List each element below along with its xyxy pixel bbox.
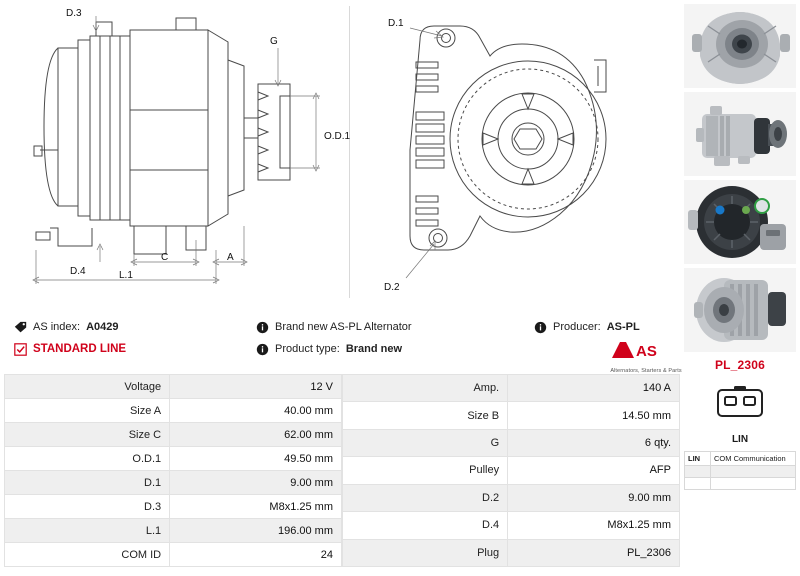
label-d3: D.3 [66,8,82,19]
table-row [343,539,680,566]
table-row [343,484,680,511]
table-row [685,478,796,490]
side-view-svg [0,0,350,306]
plug-pin [685,478,711,490]
spec-value: 49.50 mm [170,447,342,471]
table-row [343,402,680,429]
front-view-svg [350,0,680,306]
spec-value: 24 [170,543,342,567]
plug-pin-table [684,451,796,490]
info-col-mid [256,316,412,360]
spec-value: M8x1.25 mm [508,512,680,539]
product-type-row [256,338,412,360]
spec-value: 196.00 mm [170,519,342,543]
info-icon [534,321,547,334]
spec-value: 40.00 mm [170,399,342,423]
as-index-row [14,316,126,338]
label-d1: D.1 [388,18,404,29]
plug-pin [685,466,711,478]
label-l1: L.1 [119,270,133,281]
spec-key: Pulley [343,457,508,484]
table-row [5,423,342,447]
spec-key: D.4 [343,512,508,539]
plug-pin-desc [711,466,796,478]
spec-key: COM ID [5,543,170,567]
alternator-front-view [350,0,680,306]
as-index-value: A0429 [86,321,119,333]
plug-pin-desc [711,478,796,490]
spec-key: Plug [343,539,508,566]
table-row [5,495,342,519]
product-photos [680,0,800,576]
spec-value: 6 qty. [508,429,680,456]
svg-text:AS: AS [636,343,657,360]
spec-value: 14.50 mm [508,402,680,429]
info-col-right [534,316,682,374]
spec-key: Voltage [5,375,170,399]
product-photo-rear[interactable] [684,180,796,264]
as-pl-logo-subtitle: Alternators, Starters & Parts [610,368,682,374]
spec-key: L.1 [5,519,170,543]
label-a: A [227,252,234,263]
table-row [343,375,680,402]
plug-code: PL_2306 [714,358,766,372]
label-od1: O.D.1 [324,131,351,142]
table-row [5,519,342,543]
product-photo-angled[interactable] [684,268,796,352]
spec-value: 9.00 mm [508,484,680,511]
spec-value: 140 A [508,375,680,402]
standard-line-row [14,338,126,360]
spec-value: M8x1.25 mm [170,495,342,519]
label-d2: D.2 [384,282,400,293]
spec-key: Size A [5,399,170,423]
brand-text: Brand new AS-PL Alternator [275,321,412,333]
spec-key: Size B [343,402,508,429]
check-box-icon [14,343,27,356]
alternator-side-view [0,0,350,306]
table-row [343,457,680,484]
info-icon [256,321,269,334]
table-row [5,447,342,471]
spec-value: 12 V [170,375,342,399]
spec-value: PL_2306 [508,539,680,566]
product-info-bar [6,312,682,374]
specifications [4,374,680,567]
product-photo-front[interactable] [684,4,796,88]
brand-row [256,316,412,338]
table-row [685,466,796,478]
table-row [5,399,342,423]
spec-key: O.D.1 [5,447,170,471]
label-g: G [270,36,278,47]
technical-drawings [0,0,680,306]
product-type-value: Brand new [345,343,403,355]
producer-label: Producer: [553,321,601,333]
info-col-left [14,316,126,360]
producer-row [534,316,640,338]
tag-icon [14,321,27,334]
plug-pin-desc: COM Communication [711,452,796,466]
spec-table-left [4,374,342,567]
spec-key: Size C [5,423,170,447]
plug-pin: LIN [685,452,711,466]
spec-key: D.2 [343,484,508,511]
spec-key: D.1 [5,471,170,495]
plug-connector-icon [712,384,768,424]
product-photo-side[interactable] [684,92,796,176]
table-row [5,375,342,399]
as-index-label: AS index: [33,321,81,333]
producer-value: AS-PL [606,321,640,333]
product-type-label: Product type: [275,343,340,355]
spec-value: 62.00 mm [170,423,342,447]
label-d4: D.4 [70,266,86,277]
table-row [5,543,342,567]
table-row [685,452,796,466]
info-icon [256,343,269,356]
plug-diagram [684,376,796,432]
label-c: C [161,252,169,263]
table-row [343,512,680,539]
standard-line-label: STANDARD LINE [33,343,127,355]
table-row [5,471,342,495]
spec-key: G [343,429,508,456]
spec-key: D.3 [5,495,170,519]
spec-value: 9.00 mm [170,471,342,495]
spec-key: Amp. [343,375,508,402]
as-pl-logo [610,338,682,374]
spec-table-right [342,374,680,567]
plug-type-label: LIN [731,434,749,445]
table-row [343,429,680,456]
spec-value: AFP [508,457,680,484]
